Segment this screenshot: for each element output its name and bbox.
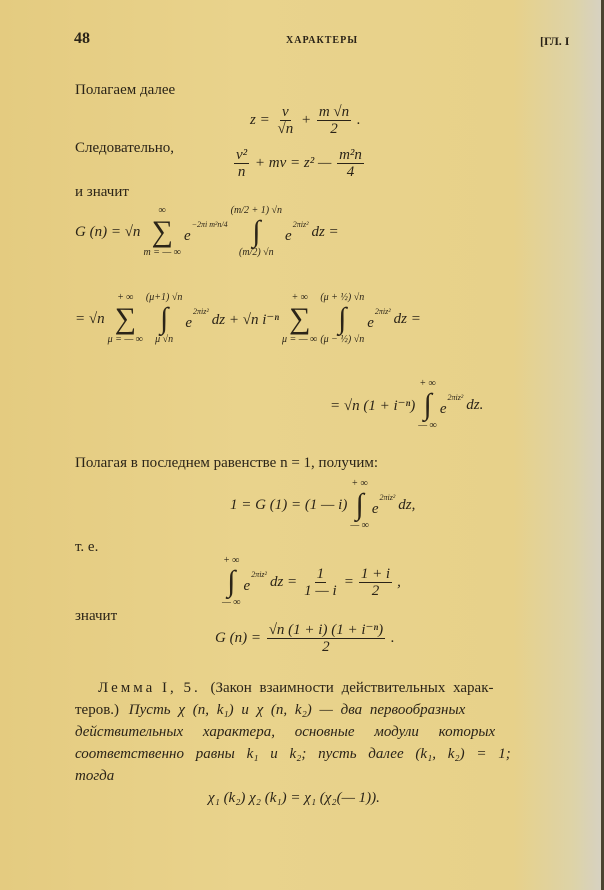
eq-part: dz.: [466, 396, 484, 413]
eq-part: .: [356, 111, 361, 128]
fraction: [267, 622, 385, 655]
eq-part: .: [390, 629, 395, 646]
sum-lower: μ = — ∞: [107, 334, 143, 345]
sum-sign: ∑: [114, 302, 136, 335]
sum-sign: ∑: [151, 215, 173, 248]
eq-part: G (n) =: [215, 629, 261, 646]
lemma-text: действительных характера, основные модули которых: [75, 724, 496, 740]
eq-part: + mν = z² —: [254, 154, 332, 171]
sum-upper: + ∞: [291, 292, 308, 303]
eq-part: 1 = G (1) = (1 — i): [230, 496, 348, 513]
integral-group: [418, 378, 437, 432]
eq-part: e: [183, 227, 191, 244]
exponential: [244, 570, 267, 595]
integral-group: [231, 205, 282, 259]
eq-part: e: [367, 314, 374, 331]
equation-z: [250, 104, 361, 137]
integral-group: [222, 555, 241, 609]
eq-part: = √n: [75, 310, 105, 327]
integral-group: [350, 478, 369, 532]
integral-group: [320, 292, 364, 346]
denominator: 2: [322, 639, 330, 655]
text-line: и значит: [75, 184, 129, 200]
sum-upper: + ∞: [117, 292, 134, 303]
integral-upper: (μ+1) √n: [145, 292, 183, 303]
equation-integral: [222, 555, 401, 609]
integral-sign: ∫: [338, 302, 347, 335]
denominator: 2: [371, 582, 380, 599]
sum-lower: m = — ∞: [143, 247, 181, 258]
eq-part: dz =: [311, 223, 339, 240]
fraction: [337, 147, 364, 180]
lemma-formula: χ₁ (k₂) χ₂ (k₁) = χ₁ (χ₂(— 1)).: [208, 790, 380, 806]
eq-part: e: [439, 400, 447, 417]
fraction: [302, 566, 339, 599]
exponential: [184, 220, 228, 245]
numerator: m²n: [339, 147, 362, 163]
denominator: 1 — i: [304, 582, 337, 599]
numerator: √n (1 + i) (1 + i⁻ⁿ): [268, 622, 384, 638]
integral-upper: + ∞: [419, 378, 436, 389]
page-number: 48: [74, 30, 90, 47]
integral-upper: + ∞: [351, 478, 368, 489]
exponent: −2πi m²n/4: [191, 219, 228, 229]
integral-sign: ∫: [355, 488, 364, 521]
text-line: Полагая в последнем равенстве n = 1, получим:: [75, 455, 379, 471]
eq-part: ,: [397, 573, 401, 590]
integral-lower: (m/2) √n: [239, 247, 274, 258]
exponent: 2πiz²: [374, 306, 391, 316]
sum-lower: μ = — ∞: [282, 334, 318, 345]
integral-sign: ∫: [160, 302, 169, 335]
integral-group: [146, 292, 182, 346]
exponential: [372, 493, 395, 518]
eq-part: e: [243, 577, 251, 594]
integral-upper: (m/2 + 1) √n: [230, 205, 283, 216]
fraction: [359, 566, 392, 599]
lemma-text: теров.): [75, 702, 120, 718]
eq-part: dz,: [398, 496, 416, 513]
eq-part: e: [185, 314, 192, 331]
sum-group: [143, 205, 181, 259]
numerator: 1 + i: [360, 565, 391, 582]
exponent: 2πiz²: [292, 219, 309, 229]
integral-sign: ∫: [252, 215, 261, 248]
integral-lower: μ √n: [155, 334, 174, 345]
equation-result: [330, 378, 483, 432]
eq-part: G (n) = √n: [75, 223, 141, 240]
numerator: 1: [316, 565, 325, 582]
eq-part: dz =: [269, 573, 298, 590]
fraction: [275, 104, 295, 137]
eq-part: =: [343, 573, 354, 590]
equation-sum-split: [75, 292, 421, 346]
integral-sign: ∫: [227, 565, 236, 598]
integral-lower: (μ − ½) √n: [320, 334, 365, 345]
eq-part: dz + √n i⁻ⁿ: [211, 311, 280, 328]
equation-G: [75, 205, 339, 259]
eq-part: +: [300, 111, 312, 128]
integral-sign: ∫: [423, 388, 432, 421]
exponential: [185, 307, 208, 332]
exponent: 2πiz²: [193, 306, 209, 316]
chapter-marker: [ГЛ. I: [540, 34, 570, 48]
lemma-text: Пусть χ (n, k₁) и χ (n, k₂) — два первообразных: [128, 702, 466, 718]
exponent: 2πiz²: [379, 492, 396, 502]
text-line: Полагаем далее: [75, 82, 176, 98]
denominator: 2: [330, 121, 338, 137]
exponential: [440, 393, 463, 418]
fraction: [234, 147, 249, 180]
sum-group: [108, 292, 143, 346]
integral-upper: + ∞: [223, 555, 240, 566]
numerator: ν²: [236, 147, 248, 163]
exponential: [367, 307, 390, 332]
equation-G1: [230, 478, 415, 532]
denominator: n: [237, 164, 246, 180]
exponent: 2πiz²: [447, 392, 464, 402]
eq-part: e: [371, 500, 379, 517]
lemma-text: тогда: [75, 768, 115, 784]
sum-group: [282, 292, 317, 346]
text-line: Следовательно,: [75, 140, 175, 156]
eq-part: z =: [250, 111, 270, 128]
eq-part: e: [285, 227, 292, 244]
lemma-text: соответственно равны k₁ и k₂; пусть далее (k₁, k₂) = 1;: [75, 746, 511, 762]
denominator: 4: [346, 164, 355, 180]
numerator: m √n: [318, 104, 350, 120]
equation-Gn: [215, 622, 395, 655]
integral-lower: — ∞: [350, 520, 369, 531]
eq-part: dz =: [393, 310, 421, 327]
numerator: ν: [282, 104, 289, 120]
sum-sign: ∑: [288, 302, 311, 335]
integral-lower: — ∞: [222, 597, 241, 608]
denominator: √n: [277, 121, 294, 137]
integral-upper: (μ + ½) √n: [320, 292, 365, 303]
exponential: [285, 220, 308, 245]
sum-upper: ∞: [158, 205, 166, 216]
equation-square: [232, 147, 366, 180]
exponent: 2πiz²: [251, 569, 267, 579]
integral-lower: — ∞: [418, 420, 437, 431]
text-line: значит: [75, 608, 118, 624]
lemma-title: Лемма I, 5.: [98, 680, 201, 696]
text-line: т. е.: [75, 539, 99, 555]
eq-part: = √n (1 + i⁻ⁿ): [330, 397, 416, 414]
running-title: ХАРАКТЕРЫ: [286, 35, 359, 46]
lemma-text: (Закон взаимности действительных харак-: [210, 680, 494, 696]
fraction: [317, 104, 351, 137]
